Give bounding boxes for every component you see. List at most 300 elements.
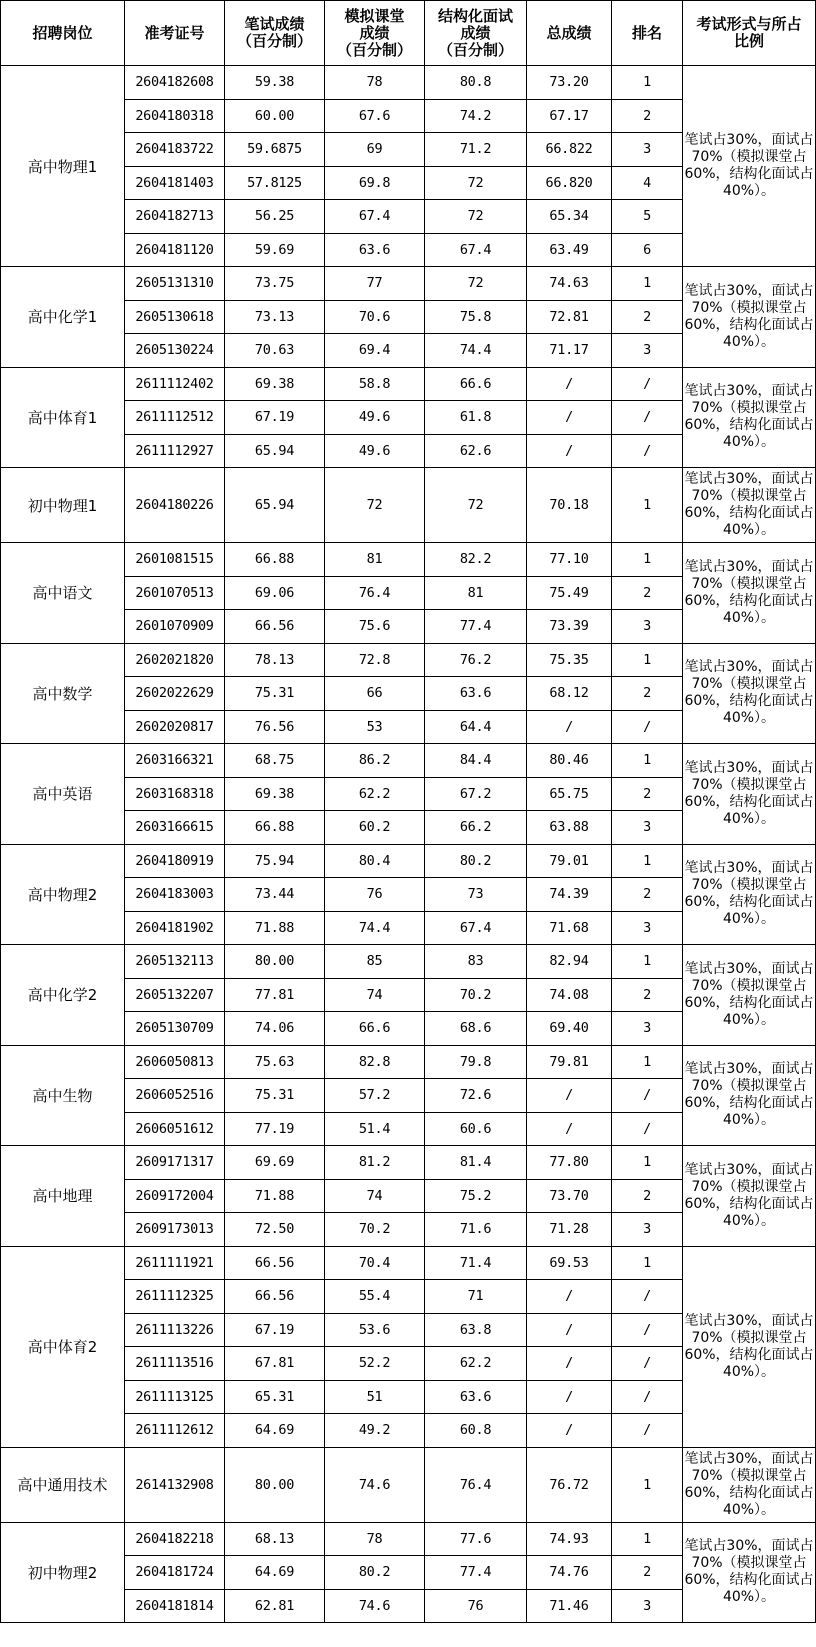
method-note-cell: 笔试占30%，面试占70%（模拟课堂占60%，结构化面试占40%）。	[683, 66, 816, 267]
interview-score-cell: 63.6	[425, 677, 527, 711]
lecture-score-cell: 76.4	[325, 576, 425, 610]
rank-cell: 5	[612, 200, 683, 234]
rank-cell: 1	[612, 643, 683, 677]
written-score-cell: 75.31	[225, 677, 325, 711]
lecture-score-cell: 74	[325, 1179, 425, 1213]
lecture-score-cell: 74.6	[325, 1447, 425, 1522]
total-score-cell: 72.81	[527, 300, 612, 334]
rank-cell: 3	[612, 1012, 683, 1046]
total-score-cell: /	[527, 367, 612, 401]
table-row	[1, 945, 816, 979]
interview-score-cell: 67.2	[425, 777, 527, 811]
written-score-cell: 57.8125	[225, 166, 325, 200]
rank-cell: 2	[612, 777, 683, 811]
rank-cell: 1	[612, 66, 683, 100]
ticket-cell: 2604180226	[125, 468, 225, 543]
rank-cell: 1	[612, 1246, 683, 1280]
interview-score-cell: 61.8	[425, 401, 527, 435]
lecture-score-cell: 53.6	[325, 1313, 425, 1347]
header-rank: 排名	[612, 1, 683, 66]
lecture-score-cell: 70.4	[325, 1246, 425, 1280]
rank-cell: /	[612, 1380, 683, 1414]
interview-score-cell: 64.4	[425, 710, 527, 744]
lecture-score-cell: 74.6	[325, 1589, 425, 1623]
rank-cell: 1	[612, 468, 683, 543]
lecture-score-cell: 81	[325, 543, 425, 577]
method-note-cell: 笔试占30%，面试占70%（模拟课堂占60%，结构化面试占40%）。	[683, 844, 816, 945]
ticket-cell: 2601070909	[125, 610, 225, 644]
total-score-cell: 67.17	[527, 99, 612, 133]
lecture-score-cell: 55.4	[325, 1280, 425, 1314]
method-note-cell: 笔试占30%，面试占70%（模拟课堂占60%，结构化面试占40%）。	[683, 267, 816, 368]
table-row	[1, 66, 816, 100]
total-score-cell: 69.40	[527, 1012, 612, 1046]
total-score-cell: /	[527, 1347, 612, 1381]
total-score-cell: 71.17	[527, 334, 612, 368]
rank-cell: /	[612, 1414, 683, 1448]
position-cell: 高中体育1	[1, 367, 125, 468]
table-row	[1, 1447, 816, 1522]
total-score-cell: 66.820	[527, 166, 612, 200]
total-score-cell: 77.10	[527, 543, 612, 577]
table-row	[1, 744, 816, 778]
written-score-cell: 66.88	[225, 543, 325, 577]
ticket-cell: 2605132207	[125, 978, 225, 1012]
rank-cell: /	[612, 1280, 683, 1314]
total-score-cell: /	[527, 401, 612, 435]
rank-cell: 2	[612, 576, 683, 610]
lecture-score-cell: 75.6	[325, 610, 425, 644]
position-cell: 高中化学2	[1, 945, 125, 1046]
written-score-cell: 73.13	[225, 300, 325, 334]
rank-cell: 2	[612, 677, 683, 711]
interview-score-cell: 66.6	[425, 367, 527, 401]
interview-score-cell: 74.2	[425, 99, 527, 133]
ticket-cell: 2609172004	[125, 1179, 225, 1213]
written-score-cell: 65.94	[225, 468, 325, 543]
lecture-score-cell: 74	[325, 978, 425, 1012]
lecture-score-cell: 53	[325, 710, 425, 744]
ticket-cell: 2606051612	[125, 1112, 225, 1146]
interview-score-cell: 72.6	[425, 1079, 527, 1113]
header-total: 总成绩	[527, 1, 612, 66]
rank-cell: 3	[612, 334, 683, 368]
written-score-cell: 56.25	[225, 200, 325, 234]
method-note-cell: 笔试占30%，面试占70%（模拟课堂占60%，结构化面试占40%）。	[683, 744, 816, 845]
ticket-cell: 2611111921	[125, 1246, 225, 1280]
position-cell: 高中语文	[1, 543, 125, 644]
lecture-score-cell: 85	[325, 945, 425, 979]
lecture-score-cell: 70.6	[325, 300, 425, 334]
total-score-cell: 76.72	[527, 1447, 612, 1522]
ticket-cell: 2609173013	[125, 1213, 225, 1247]
written-score-cell: 67.19	[225, 401, 325, 435]
header-method: 考试形式与所占 比例	[683, 1, 816, 66]
interview-score-cell: 81.4	[425, 1146, 527, 1180]
rank-cell: /	[612, 1347, 683, 1381]
lecture-score-cell: 69	[325, 133, 425, 167]
lecture-score-cell: 80.2	[325, 1556, 425, 1590]
ticket-cell: 2605132113	[125, 945, 225, 979]
total-score-cell: 74.76	[527, 1556, 612, 1590]
ticket-cell: 2611112325	[125, 1280, 225, 1314]
lecture-score-cell: 69.8	[325, 166, 425, 200]
ticket-cell: 2602021820	[125, 643, 225, 677]
total-score-cell: 71.46	[527, 1589, 612, 1623]
total-score-cell: 82.94	[527, 945, 612, 979]
rank-cell: 2	[612, 878, 683, 912]
written-score-cell: 69.38	[225, 367, 325, 401]
lecture-score-cell: 82.8	[325, 1045, 425, 1079]
lecture-score-cell: 77	[325, 267, 425, 301]
ticket-cell: 2604181814	[125, 1589, 225, 1623]
lecture-score-cell: 51	[325, 1380, 425, 1414]
total-score-cell: 80.46	[527, 744, 612, 778]
written-score-cell: 66.56	[225, 1246, 325, 1280]
rank-cell: /	[612, 1313, 683, 1347]
rank-cell: 3	[612, 1213, 683, 1247]
written-score-cell: 72.50	[225, 1213, 325, 1247]
total-score-cell: /	[527, 1079, 612, 1113]
ticket-cell: 2611113226	[125, 1313, 225, 1347]
total-score-cell: 66.822	[527, 133, 612, 167]
interview-score-cell: 82.2	[425, 543, 527, 577]
interview-score-cell: 76.2	[425, 643, 527, 677]
written-score-cell: 80.00	[225, 1447, 325, 1522]
interview-score-cell: 72	[425, 267, 527, 301]
total-score-cell: /	[527, 1280, 612, 1314]
total-score-cell: 65.34	[527, 200, 612, 234]
ticket-cell: 2611113516	[125, 1347, 225, 1381]
position-cell: 高中地理	[1, 1146, 125, 1247]
ticket-cell: 2604183003	[125, 878, 225, 912]
rank-cell: 1	[612, 1045, 683, 1079]
rank-cell: 4	[612, 166, 683, 200]
ticket-cell: 2603166615	[125, 811, 225, 845]
lecture-score-cell: 86.2	[325, 744, 425, 778]
interview-score-cell: 80.8	[425, 66, 527, 100]
rank-cell: /	[612, 367, 683, 401]
lecture-score-cell: 57.2	[325, 1079, 425, 1113]
rank-cell: 1	[612, 1447, 683, 1522]
interview-score-cell: 60.6	[425, 1112, 527, 1146]
ticket-cell: 2611112927	[125, 434, 225, 468]
ticket-cell: 2605130709	[125, 1012, 225, 1046]
ticket-cell: 2605130224	[125, 334, 225, 368]
rank-cell: 1	[612, 543, 683, 577]
position-cell: 高中英语	[1, 744, 125, 845]
interview-score-cell: 70.2	[425, 978, 527, 1012]
total-score-cell: 74.39	[527, 878, 612, 912]
ticket-cell: 2604183722	[125, 133, 225, 167]
interview-score-cell: 83	[425, 945, 527, 979]
position-cell: 高中生物	[1, 1045, 125, 1146]
written-score-cell: 71.88	[225, 911, 325, 945]
rank-cell: 3	[612, 1589, 683, 1623]
method-note-cell: 笔试占30%，面试占70%（模拟课堂占60%，结构化面试占40%）。	[683, 643, 816, 744]
lecture-score-cell: 62.2	[325, 777, 425, 811]
lecture-score-cell: 78	[325, 1522, 425, 1556]
interview-score-cell: 62.2	[425, 1347, 527, 1381]
lecture-score-cell: 76	[325, 878, 425, 912]
total-score-cell: /	[527, 434, 612, 468]
written-score-cell: 67.19	[225, 1313, 325, 1347]
interview-score-cell: 71	[425, 1280, 527, 1314]
total-score-cell: /	[527, 710, 612, 744]
total-score-cell: 73.70	[527, 1179, 612, 1213]
interview-score-cell: 81	[425, 576, 527, 610]
total-score-cell: /	[527, 1380, 612, 1414]
written-score-cell: 78.13	[225, 643, 325, 677]
ticket-cell: 2601081515	[125, 543, 225, 577]
method-note-cell: 笔试占30%，面试占70%（模拟课堂占60%，结构化面试占40%）。	[683, 1522, 816, 1623]
interview-score-cell: 60.8	[425, 1414, 527, 1448]
interview-score-cell: 71.6	[425, 1213, 527, 1247]
interview-score-cell: 68.6	[425, 1012, 527, 1046]
written-score-cell: 67.81	[225, 1347, 325, 1381]
interview-score-cell: 79.8	[425, 1045, 527, 1079]
written-score-cell: 59.6875	[225, 133, 325, 167]
method-note-cell: 笔试占30%，面试占70%（模拟课堂占60%，结构化面试占40%）。	[683, 1246, 816, 1447]
rank-cell: 3	[612, 133, 683, 167]
written-score-cell: 62.81	[225, 1589, 325, 1623]
ticket-cell: 2605131310	[125, 267, 225, 301]
rank-cell: 1	[612, 744, 683, 778]
table-body	[1, 66, 816, 1623]
ticket-cell: 2604182608	[125, 66, 225, 100]
header-written: 笔试成绩 （百分制）	[225, 1, 325, 66]
header-position: 招聘岗位	[1, 1, 125, 66]
lecture-score-cell: 49.6	[325, 434, 425, 468]
lecture-score-cell: 72	[325, 468, 425, 543]
written-score-cell: 75.94	[225, 844, 325, 878]
interview-score-cell: 63.8	[425, 1313, 527, 1347]
total-score-cell: /	[527, 1414, 612, 1448]
ticket-cell: 2611112512	[125, 401, 225, 435]
lecture-score-cell: 49.2	[325, 1414, 425, 1448]
ticket-cell: 2601070513	[125, 576, 225, 610]
total-score-cell: 71.28	[527, 1213, 612, 1247]
total-score-cell: 68.12	[527, 677, 612, 711]
interview-score-cell: 63.6	[425, 1380, 527, 1414]
total-score-cell: 74.93	[527, 1522, 612, 1556]
rank-cell: 2	[612, 300, 683, 334]
lecture-score-cell: 80.4	[325, 844, 425, 878]
total-score-cell: 79.81	[527, 1045, 612, 1079]
table-row	[1, 468, 816, 543]
ticket-cell: 2602020817	[125, 710, 225, 744]
rank-cell: 1	[612, 945, 683, 979]
written-score-cell: 66.56	[225, 610, 325, 644]
total-score-cell: 79.01	[527, 844, 612, 878]
lecture-score-cell: 70.2	[325, 1213, 425, 1247]
interview-score-cell: 72	[425, 166, 527, 200]
method-note-cell: 笔试占30%，面试占70%（模拟课堂占60%，结构化面试占40%）。	[683, 1447, 816, 1522]
written-score-cell: 69.69	[225, 1146, 325, 1180]
rank-cell: 2	[612, 1556, 683, 1590]
written-score-cell: 71.88	[225, 1179, 325, 1213]
ticket-cell: 2604181120	[125, 233, 225, 267]
total-score-cell: 74.63	[527, 267, 612, 301]
lecture-score-cell: 69.4	[325, 334, 425, 368]
ticket-cell: 2609171317	[125, 1146, 225, 1180]
total-score-cell: 63.49	[527, 233, 612, 267]
method-note-cell: 笔试占30%，面试占70%（模拟课堂占60%，结构化面试占40%）。	[683, 543, 816, 644]
written-score-cell: 75.63	[225, 1045, 325, 1079]
lecture-score-cell: 52.2	[325, 1347, 425, 1381]
ticket-cell: 2602022629	[125, 677, 225, 711]
total-score-cell: 63.88	[527, 811, 612, 845]
rank-cell: 1	[612, 1146, 683, 1180]
method-note-cell: 笔试占30%，面试占70%（模拟课堂占60%，结构化面试占40%）。	[683, 1146, 816, 1247]
header-interview: 结构化面试 成绩 （百分制）	[425, 1, 527, 66]
lecture-score-cell: 74.4	[325, 911, 425, 945]
table-row	[1, 367, 816, 401]
written-score-cell: 69.38	[225, 777, 325, 811]
interview-score-cell: 75.2	[425, 1179, 527, 1213]
lecture-score-cell: 67.4	[325, 200, 425, 234]
written-score-cell: 65.31	[225, 1380, 325, 1414]
table-row	[1, 543, 816, 577]
position-cell: 高中数学	[1, 643, 125, 744]
interview-score-cell: 66.2	[425, 811, 527, 845]
total-score-cell: 75.49	[527, 576, 612, 610]
interview-score-cell: 76	[425, 1589, 527, 1623]
lecture-score-cell: 60.2	[325, 811, 425, 845]
rank-cell: 3	[612, 811, 683, 845]
interview-score-cell: 67.4	[425, 911, 527, 945]
written-score-cell: 73.75	[225, 267, 325, 301]
position-cell: 初中物理1	[1, 468, 125, 543]
rank-cell: /	[612, 434, 683, 468]
written-score-cell: 73.44	[225, 878, 325, 912]
ticket-cell: 2603166321	[125, 744, 225, 778]
rank-cell: 6	[612, 233, 683, 267]
total-score-cell: 73.39	[527, 610, 612, 644]
method-note-cell: 笔试占30%，面试占70%（模拟课堂占60%，结构化面试占40%）。	[683, 367, 816, 468]
rank-cell: 2	[612, 978, 683, 1012]
ticket-cell: 2604181902	[125, 911, 225, 945]
interview-score-cell: 67.4	[425, 233, 527, 267]
rank-cell: /	[612, 401, 683, 435]
table-row	[1, 267, 816, 301]
total-score-cell: 77.80	[527, 1146, 612, 1180]
rank-cell: 3	[612, 911, 683, 945]
interview-score-cell: 77.4	[425, 610, 527, 644]
written-score-cell: 60.00	[225, 99, 325, 133]
position-cell: 初中物理2	[1, 1522, 125, 1623]
total-score-cell: 74.08	[527, 978, 612, 1012]
written-score-cell: 75.31	[225, 1079, 325, 1113]
table-row	[1, 1522, 816, 1556]
written-score-cell: 66.88	[225, 811, 325, 845]
table-row	[1, 1246, 816, 1280]
lecture-score-cell: 66	[325, 677, 425, 711]
total-score-cell: 69.53	[527, 1246, 612, 1280]
ticket-cell: 2604181403	[125, 166, 225, 200]
table-row	[1, 643, 816, 677]
rank-cell: 2	[612, 1179, 683, 1213]
interview-score-cell: 73	[425, 878, 527, 912]
interview-score-cell: 71.2	[425, 133, 527, 167]
interview-score-cell: 72	[425, 200, 527, 234]
written-score-cell: 68.13	[225, 1522, 325, 1556]
interview-score-cell: 77.4	[425, 1556, 527, 1590]
interview-score-cell: 71.4	[425, 1246, 527, 1280]
header-ticket: 准考证号	[125, 1, 225, 66]
interview-score-cell: 72	[425, 468, 527, 543]
total-score-cell: /	[527, 1313, 612, 1347]
written-score-cell: 68.75	[225, 744, 325, 778]
written-score-cell: 70.63	[225, 334, 325, 368]
total-score-cell: 65.75	[527, 777, 612, 811]
rank-cell: 1	[612, 1522, 683, 1556]
ticket-cell: 2611113125	[125, 1380, 225, 1414]
written-score-cell: 74.06	[225, 1012, 325, 1046]
written-score-cell: 77.19	[225, 1112, 325, 1146]
lecture-score-cell: 49.6	[325, 401, 425, 435]
method-note-cell: 笔试占30%，面试占70%（模拟课堂占60%，结构化面试占40%）。	[683, 945, 816, 1046]
written-score-cell: 66.56	[225, 1280, 325, 1314]
lecture-score-cell: 51.4	[325, 1112, 425, 1146]
table-row	[1, 1146, 816, 1180]
ticket-cell: 2603168318	[125, 777, 225, 811]
interview-score-cell: 74.4	[425, 334, 527, 368]
written-score-cell: 64.69	[225, 1556, 325, 1590]
total-score-cell: 75.35	[527, 643, 612, 677]
ticket-cell: 2611112612	[125, 1414, 225, 1448]
rank-cell: 2	[612, 99, 683, 133]
ticket-cell: 2605130618	[125, 300, 225, 334]
rank-cell: /	[612, 1079, 683, 1113]
ticket-cell: 2614132908	[125, 1447, 225, 1522]
table-row	[1, 1045, 816, 1079]
header-lecture: 模拟课堂 成绩 （百分制）	[325, 1, 425, 66]
ticket-cell: 2604181724	[125, 1556, 225, 1590]
header-row	[1, 1, 816, 66]
interview-score-cell: 77.6	[425, 1522, 527, 1556]
rank-cell: /	[612, 1112, 683, 1146]
rank-cell: 1	[612, 267, 683, 301]
total-score-cell: 71.68	[527, 911, 612, 945]
written-score-cell: 59.69	[225, 233, 325, 267]
ticket-cell: 2611112402	[125, 367, 225, 401]
written-score-cell: 77.81	[225, 978, 325, 1012]
total-score-cell: 73.20	[527, 66, 612, 100]
lecture-score-cell: 58.8	[325, 367, 425, 401]
total-score-cell: 70.18	[527, 468, 612, 543]
written-score-cell: 64.69	[225, 1414, 325, 1448]
ticket-cell: 2604182713	[125, 200, 225, 234]
lecture-score-cell: 72.8	[325, 643, 425, 677]
ticket-cell: 2606050813	[125, 1045, 225, 1079]
ticket-cell: 2606052516	[125, 1079, 225, 1113]
written-score-cell: 69.06	[225, 576, 325, 610]
interview-score-cell: 62.6	[425, 434, 527, 468]
lecture-score-cell: 63.6	[325, 233, 425, 267]
lecture-score-cell: 66.6	[325, 1012, 425, 1046]
interview-score-cell: 84.4	[425, 744, 527, 778]
ticket-cell: 2604180318	[125, 99, 225, 133]
written-score-cell: 59.38	[225, 66, 325, 100]
interview-score-cell: 76.4	[425, 1447, 527, 1522]
method-note-cell: 笔试占30%，面试占70%（模拟课堂占60%，结构化面试占40%）。	[683, 468, 816, 543]
rank-cell: 3	[612, 610, 683, 644]
interview-score-cell: 75.8	[425, 300, 527, 334]
position-cell: 高中物理2	[1, 844, 125, 945]
lecture-score-cell: 78	[325, 66, 425, 100]
lecture-score-cell: 67.6	[325, 99, 425, 133]
